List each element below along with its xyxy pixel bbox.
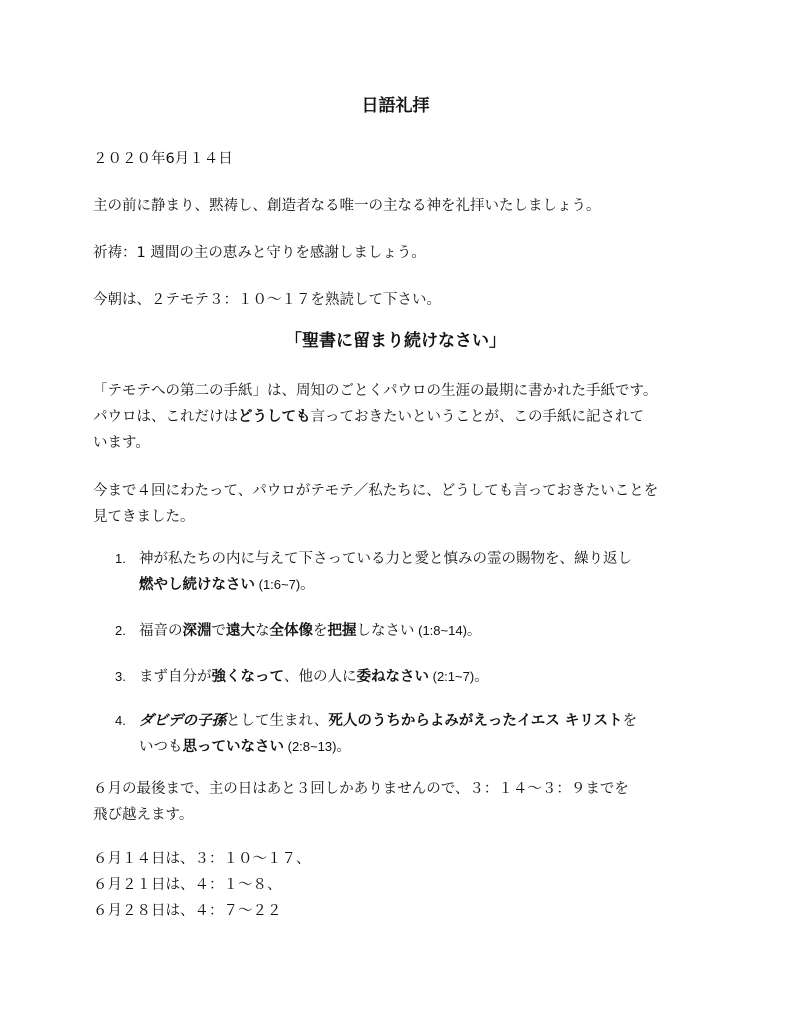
list-item-body xyxy=(139,546,632,598)
list-item-text: な xyxy=(255,623,270,639)
list-item-text xyxy=(139,708,637,734)
reading-schedule xyxy=(93,846,713,924)
schedule-line: ６月２１日は、４：１～８、 xyxy=(93,877,282,893)
intro-line-1: 「テモテへの第二の手紙」は、周知のごとくパウロの生涯の最期に書かれた手紙です。 xyxy=(93,383,658,399)
emphasis-text: 把握 xyxy=(327,623,357,639)
punctuation: 。 xyxy=(336,739,351,755)
emphasis-text: 強くなって xyxy=(211,669,284,685)
call-to-worship: 主の前に静まり、黙祷し、創造者なる唯一の主なる神を礼拝いたしましょう。 xyxy=(93,198,601,214)
intro-text: パウロは、これだけは xyxy=(93,409,238,425)
emphasis-text: 委ねなさい xyxy=(356,669,429,685)
punctuation: 。 xyxy=(300,577,315,593)
verse-reference: (1:6~7) xyxy=(255,577,301,592)
prayer-line: 祈祷：1 週間の主の恵みと守りを感謝しましょう。 xyxy=(93,245,426,261)
list-item-text xyxy=(139,734,637,760)
list-number: 1. xyxy=(115,551,126,566)
punctuation: 。 xyxy=(474,669,489,685)
punctuation: 。 xyxy=(466,623,482,639)
intro-text: 言っておきたいということが、この手紙に記されて xyxy=(310,409,644,425)
emphasis-text: 思っていなさい xyxy=(182,739,284,755)
summary-line-2: 見てきました。 xyxy=(93,509,195,525)
emphasis-text: 遠大 xyxy=(226,623,255,639)
list-number: 4. xyxy=(115,713,126,728)
list-item-body xyxy=(139,708,637,760)
emphasis-text: どうしても xyxy=(238,409,311,425)
list-item-text: しなさい xyxy=(356,623,415,639)
list-item-text: 神が私たちの内に与えて下さっている力と愛と慎みの霊の賜物を、繰り返し xyxy=(139,551,632,567)
list-item-text xyxy=(139,618,481,644)
list-item-text: を xyxy=(622,713,638,729)
emphasis-text: 死人のうちからよみがえったイエス キリスト xyxy=(328,713,623,729)
closing-paragraph xyxy=(93,776,713,828)
list-item-text: で xyxy=(211,623,226,639)
list-item-body xyxy=(139,618,481,644)
sermon-title: 「聖書に留まり続けなさい」 xyxy=(285,331,506,351)
closing-line-1: ６月の最後まで、主の日はあと３回しかありませんので、３：１４～３：９までを xyxy=(93,781,629,797)
page-title: 日語礼拝 xyxy=(361,96,430,116)
intro-paragraph xyxy=(93,378,713,456)
emphasis-text: 燃やし続けなさい xyxy=(139,577,255,593)
list-item-text: として生まれ、 xyxy=(226,713,329,729)
schedule-line: ６月１４日は、３：１０～１７、 xyxy=(93,851,311,867)
closing-line-2: 飛び越えます。 xyxy=(93,807,194,823)
list-item-text: いつも xyxy=(139,739,183,755)
list-item-text: を xyxy=(313,623,328,639)
schedule-line: ６月２８日は、４：７～２２ xyxy=(93,903,282,919)
emphasis-text: ダビデの子孫 xyxy=(139,713,226,729)
verse-reference: (2:8~13) xyxy=(284,739,337,754)
intro-line-3: います。 xyxy=(93,435,150,451)
list-item-text: 、他の人に xyxy=(284,669,357,685)
emphasis-text: 深淵 xyxy=(182,623,212,639)
list-item-text: まず自分が xyxy=(139,669,212,685)
list-item-text xyxy=(139,664,489,690)
list-number: 2. xyxy=(115,623,126,638)
scripture-reading: 今朝は、２テモテ３：１０～１７を熟読して下さい。 xyxy=(93,292,441,308)
list-item-text xyxy=(139,572,632,598)
verse-reference: (1:8~14) xyxy=(414,623,467,638)
summary-line-1: 今まで４回にわたって、パウロがテモテ／私たちに、どうしても言っておきたいことを xyxy=(93,483,659,499)
list-item-text: 福音の xyxy=(139,623,183,639)
verse-reference: (2:1~7) xyxy=(429,669,475,684)
summary-paragraph xyxy=(93,478,713,530)
emphasis-text: 全体像 xyxy=(269,623,313,639)
intro-line-2 xyxy=(93,404,713,430)
service-date: ２０２０年6月１４日 xyxy=(93,151,233,167)
list-number: 3. xyxy=(115,669,126,684)
list-item-body xyxy=(139,664,489,690)
